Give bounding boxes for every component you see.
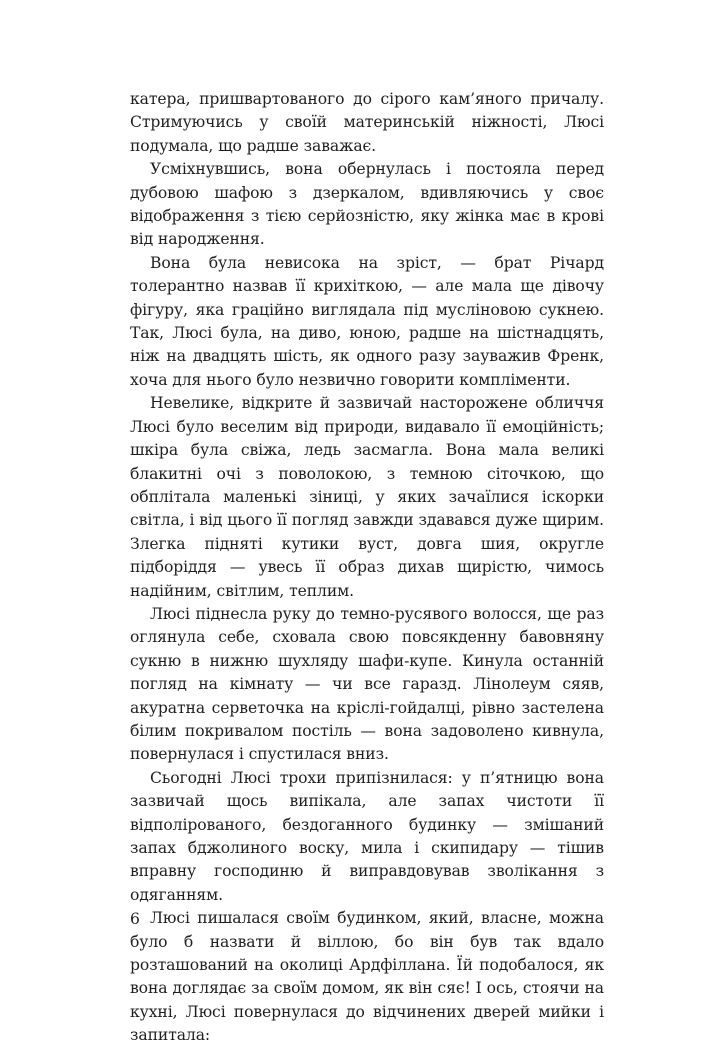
paragraph: Вона була невисока на зріст, — брат Річард толерантно назвав її крихіткою, — але мала ще дівочу фігуру, яка граційно виглядала під мусліновою сукнею. Так, Люсі була, на диво, юною, радше на шістнадцять, ніж на двадцять шість, як одного разу зауважив Френк, хоча для нього було незвично говорити компліменти. [130,253,604,389]
paragraph: катера, пришвартованого до сірого кам’яного причалу. Стримуючись у своїй материнській ніжності, Люсі подумала, що радше заважає. [130,90,604,155]
paragraph: Люсі пишалася своїм будинком, який, власне, можна було б назвати й віллою, бо він був так вдало розташований на околиці Ардфіллана. Їй подобалося, як вона доглядає за своїм домом, як він сяє! І ось, стоячи на кухні, Люсі повернулася до відчинених дверей мийки і запитала: [130,909,604,1045]
paragraph: Люсі піднесла руку до темно-русявого волосся, ще раз оглянула себе, сховала свою повсякденну бавовняну сукню в нижню шухляду шафи-купе. Кинула останній погляд на кімнату — чи все гаразд. Лінолеум сяяв, акуратна серветочка на кріслі-гойдалці, рівно застелена білим покривалом постіль — вона задоволено кивнула, повернулася і спустилася вниз. [130,604,604,764]
paragraph: Сьогодні Люсі трохи припізнилася: у п’ятницю вона зазвичай щось випікала, але запах чистоти її відполірованого, бездоганного будинку — змішаний запах бджолиного воску, мила і скипидару — тішив вправну господиню й виправдовував зволікання з одяганням. [130,768,604,904]
page-number: 6 [130,910,140,928]
paragraph: Усміхнувшись, вона обернулась і постояла перед дубовою шафою з дзеркалом, вдивляючись у своє відображення з тією серйозністю, яку жінка має в крові від народження. [130,160,604,249]
paragraph: Невелике, відкрите й зазвичай насторожене обличчя Люсі було веселим від природи, видавало її емоційність; шкіра була свіжа, ледь засмагла. Вона мала великі блакитні очі з поволокою, з темною сіточкою, що обплітала маленькі зіниці, у яких зачаїлися іскорки світла, і від цього її погляд завжди здавався дуже щирим. Злегка підняті кутики вуст, довга шия, округле підборіддя — увесь її образ дихав щирістю, чимось надійним, світлим, теплим. [130,394,604,600]
body-text [130,88,604,1048]
